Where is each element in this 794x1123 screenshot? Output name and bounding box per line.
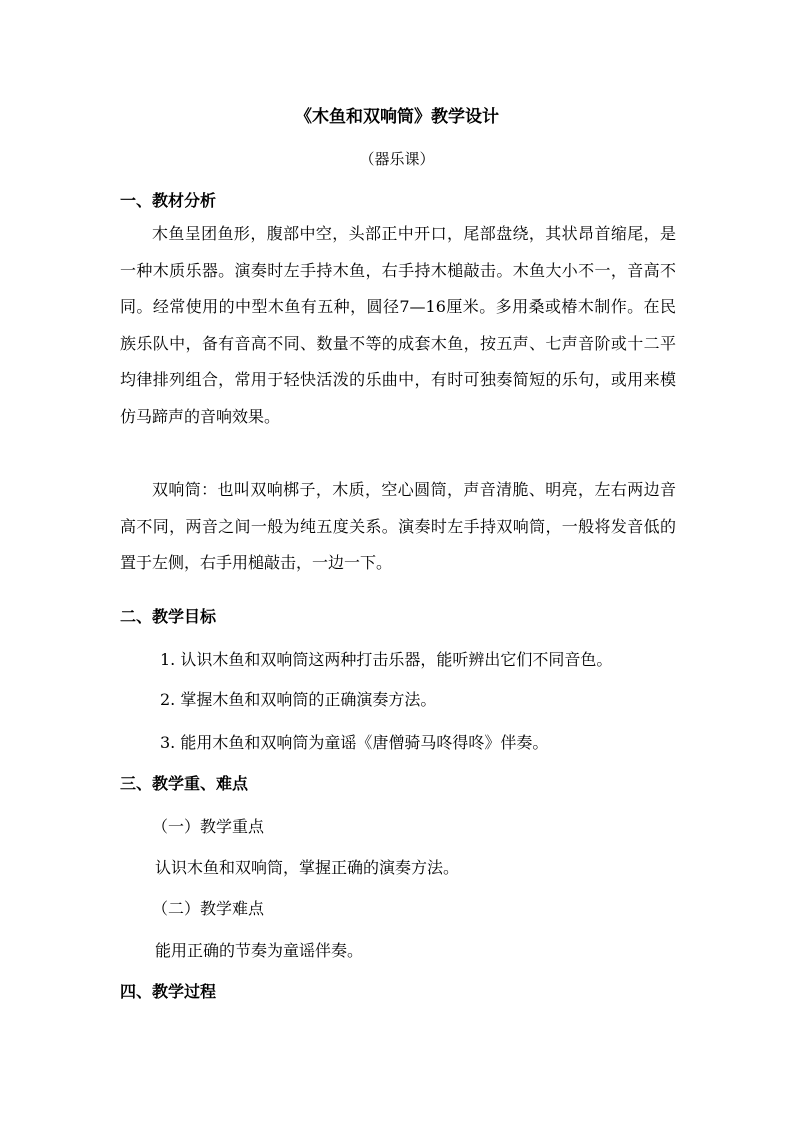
goal-item-2: 2. 掌握木鱼和双响筒的正确演奏方法。 [160, 690, 437, 709]
document-subtitle: （器乐课） [359, 150, 435, 168]
subheading-difficult-points: （二）教学难点 [152, 899, 265, 918]
difficult-points-text: 能用正确的节奏为童谣伴奏。 [155, 941, 364, 960]
document-title: 《木鱼和双响筒》教学设计 [295, 107, 499, 127]
section-heading-key-difficult-points: 三、教学重、难点 [120, 774, 249, 793]
goal-item-1: 1. 认识木鱼和双响筒这两种打击乐器，能听辨出它们不同音色。 [160, 650, 613, 669]
paragraph-double-tube: 双响筒：也叫双响梆子，木质，空心圆筒，声音清脆、明亮，左右两边音高不同，两音之间一般为纯五度关系。演奏时左手持双响筒，一般将发音低的置于左侧，右手用槌敲击，一边一下。 [120, 480, 676, 572]
paragraph-wooden-fish: 木鱼呈团鱼形，腹部中空，头部正中开口，尾部盘绕，其状昂首缩尾，是一种木质乐器。演奏时左手持木鱼，右手持木槌敲击。木鱼大小不一，音高不同。经常使用的中型木鱼有五种，圆径7—16厘米。多用桑或椿木制作。在民族乐队中，备有音高不同、数量不等的成套木鱼，按五声、七声音阶或十二平均律排列组合，常用于轻快活泼的乐曲中，有时可独奏简短的乐句，或用来模仿马蹄声的音响效果。 [120, 224, 676, 426]
section-heading-teaching-process: 四、教学过程 [120, 982, 217, 1001]
goal-item-3: 3. 能用木鱼和双响筒为童谣《唐僧骑马咚得咚》伴奏。 [160, 733, 549, 752]
key-points-text: 认识木鱼和双响筒，掌握正确的演奏方法。 [155, 858, 460, 877]
subheading-key-points: （一）教学重点 [152, 817, 265, 836]
section-heading-teaching-goals: 二、教学目标 [120, 607, 217, 626]
section-heading-material-analysis: 一、教材分析 [120, 191, 217, 210]
